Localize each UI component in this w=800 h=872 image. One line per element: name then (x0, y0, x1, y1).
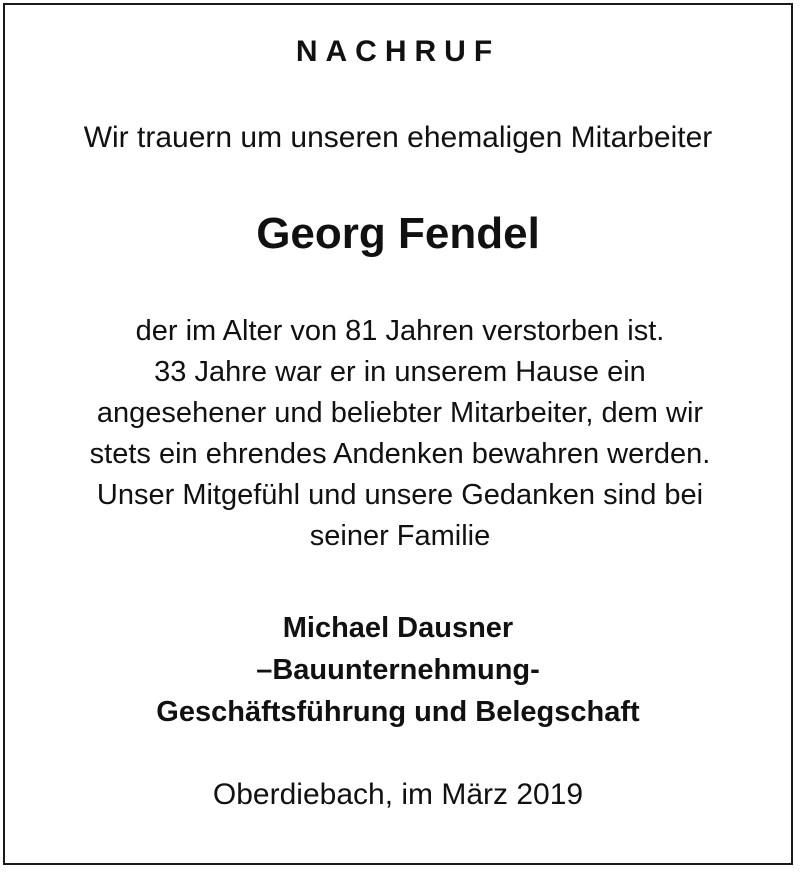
signature-line: Michael Dausner (282, 612, 514, 644)
notice-heading: NACHRUF (295, 35, 501, 68)
body-line: der im Alter von 81 Jahren verstorben ist. (135, 315, 665, 347)
body-line: stets ein ehrendes Andenken bewahren werden. (89, 438, 711, 470)
deceased-name: Georg Fendel (256, 209, 540, 258)
intro-line: Wir trauern um unseren ehemaligen Mitarbeiter (83, 121, 713, 154)
body-line: 33 Jahre war er in unserem Hause ein (154, 356, 646, 388)
signature-block (5, 607, 791, 733)
body-line: seiner Familie (309, 520, 491, 552)
notice-body (25, 311, 775, 557)
obituary-notice (3, 3, 793, 865)
signature-line: Geschäftsführung und Belegschaft (156, 696, 640, 728)
place-date: Oberdiebach, im März 2019 (212, 778, 584, 811)
body-line: Unser Mitgefühl und unsere Gedanken sind bei (96, 479, 704, 511)
signature-line: –Bauunternehmung- (256, 654, 540, 686)
body-line: angesehener und beliebter Mitarbeiter, dem wir (96, 397, 704, 429)
